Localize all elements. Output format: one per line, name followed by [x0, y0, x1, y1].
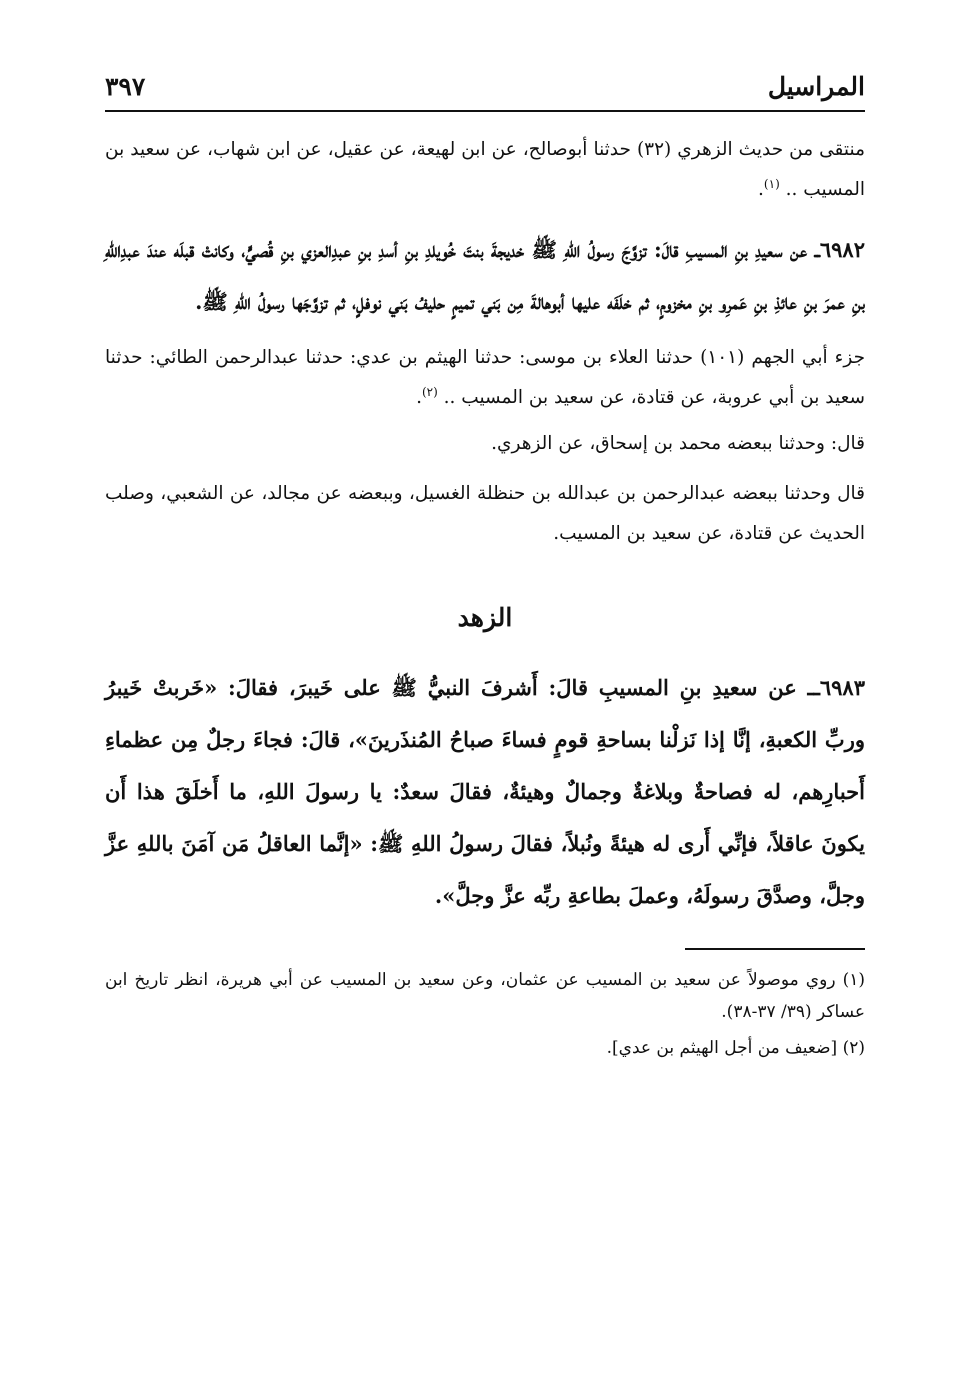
footnote-ref-2[interactable]: (٢): [421, 384, 438, 399]
footnote-ref-1[interactable]: (١): [763, 176, 780, 191]
source-note-3: قال: وحدثنا ببعضه محمد بن إسحاق، عن الزهري.: [491, 433, 865, 454]
source-note-1: [105, 130, 865, 210]
hadith-6982: ٦٩٨٢ــ عن سعيدِ بنِ المسيبِ قالَ: تزوَّجَ رسولُ اللهِ ﷺ خديجةَ بنتَ خُويلدِ بنِ أسدِ بنِ عبدِالعزي بنِ قُصيٍّ، وكانتْ قبلَه عندَ عبدِاللهِ بنِ عمرَ بنِ عائذِ بنِ عَمرِو بنِ مخزومٍ، ثم خلَفَه عليها أبوهالةَ مِن بَني تميمٍ حليفُ بَني نوفلٍ، ثم تزوَّجَها رسولُ اللهِ ﷺ.: [105, 237, 865, 314]
page-body: [105, 130, 865, 1064]
source-note-1-end: .: [758, 179, 764, 200]
section-title: الزهد: [457, 603, 513, 632]
header-rule: [105, 110, 865, 112]
footnote-1: (١) روي موصولاً عن سعيد بن المسيب عن عثمان، وعن سعيد بن المسيب عن أبي هريرة، انظر تاريخ ابن عساكر (٣٩/ ٣٧-٣٨).: [105, 970, 865, 1022]
hadith-6983: ٦٩٨٣ــ عن سعيدِ بنِ المسيبِ قالَ: أَشرفَ النبيُّ ﷺ على خَيبرَ، فقالَ: «خَربتْ خَيبرُ وربِّ الكعبةِ، إنَّا إذا نَزلْنا بساحةِ قومٍ فساءَ صباحُ المُنذَرينَ»، قالَ: فجاءَ رجلٌ مِن عظماءِ أَحبارِهم، له فصاحةٌ وبلاغةٌ وجمالٌ وهيئةٌ، فقالَ سعدٌ: يا رسولَ اللهِ، ما أَخلَقَ هذا أَن يكونَ عاقلاً، فإنِّي أَرى له هيئةً ونُبلاً، فقالَ رسولُ اللهِ ﷺ: «إنَّما العاقلُ مَن آمَنَ باللهِ عزَّ وجلَّ، وصدَّقَ رسولَهُ، وعملَ بطاعةِ ربِّه عزَّ وجلَّ».: [105, 675, 865, 908]
footnote-2: (٢) [ضعيف من أجل الهيثم بن عدي].: [606, 1038, 865, 1058]
source-note-4: قال وحدثنا ببعضه عبدالرحمن بن عبدالله بن حنظلة الغسيل، وببعضه عن مجالد، عن الشعبي، وصلب الحديث عن قتادة، عن سعيد بن المسيب.: [105, 483, 865, 544]
running-title: المراسيل: [767, 72, 865, 101]
footnotes: [105, 964, 865, 1064]
page-header: [105, 60, 865, 108]
source-note-2-text: جزء أبي الجهم (١٠١) حدثنا العلاء بن موسى: حدثنا الهيثم بن عدي: حدثنا عبدالرحمن الطائي: حدثنا سعيد بن أبي عروبة، عن قتادة، عن سعيد بن المسيب ..: [105, 347, 865, 408]
source-note-2: [105, 338, 865, 418]
source-note-1-text: منتقى من حديث الزهري (٣٢) حدثنا أبوصالح، عن ابن لهيعة، عن عقيل، عن ابن شهاب، عن سعيد بن المسيب ..: [105, 139, 865, 200]
document-page: [105, 60, 865, 1064]
page-number: ٣٩٧: [105, 72, 146, 101]
source-note-2-end: .: [416, 387, 422, 408]
footnote-rule: [685, 948, 865, 950]
